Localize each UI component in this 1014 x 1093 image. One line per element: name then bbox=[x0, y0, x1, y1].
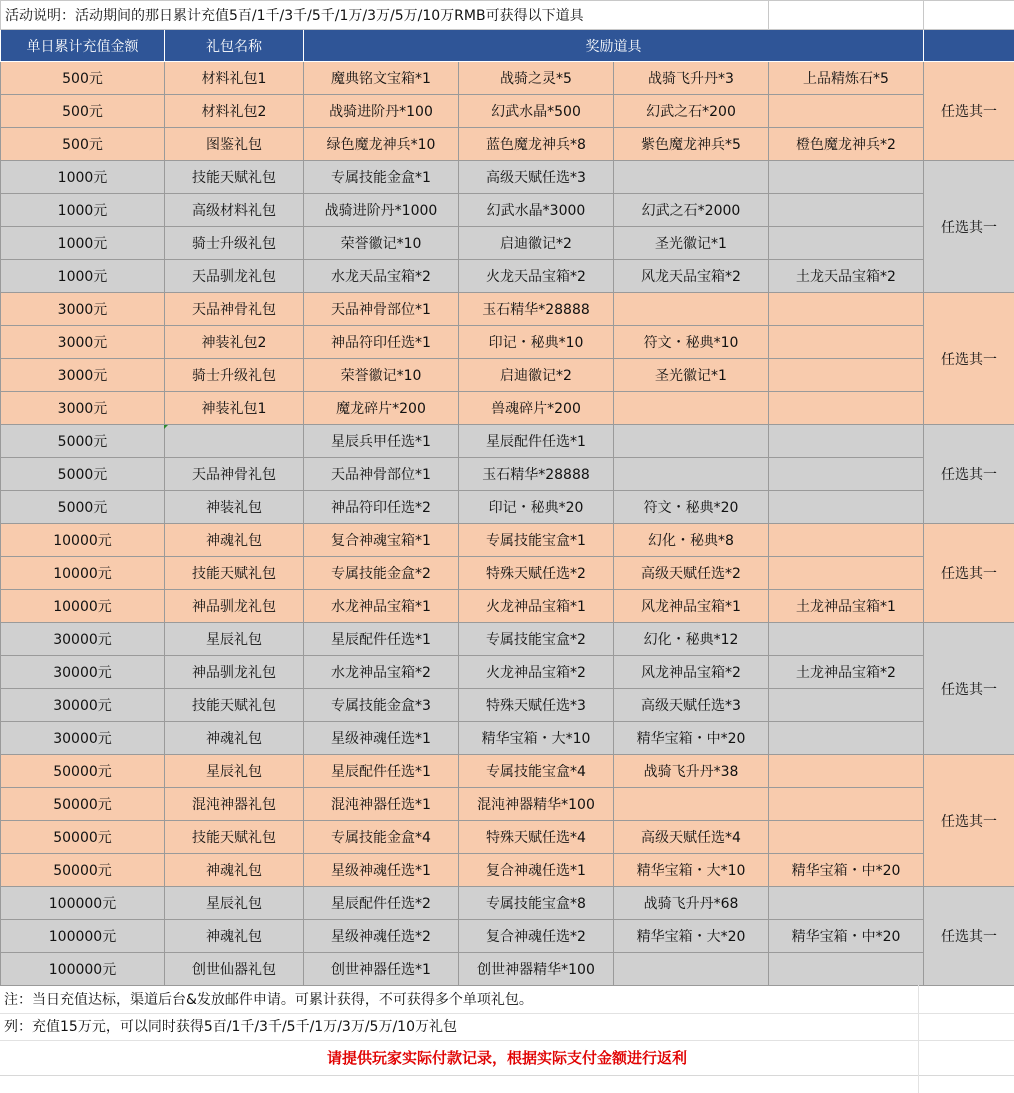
reward-item-cell[interactable]: 战骑之灵*5 bbox=[459, 62, 614, 95]
reward-item-cell[interactable]: 橙色魔龙神兵*2 bbox=[769, 128, 924, 161]
amount-cell[interactable]: 30000元 bbox=[1, 722, 165, 755]
table-row bbox=[1, 95, 1014, 128]
reward-item-cell[interactable] bbox=[614, 161, 769, 194]
package-name-cell[interactable]: 图鉴礼包 bbox=[165, 128, 304, 161]
table-row bbox=[1, 821, 1014, 854]
reward-item-cell[interactable] bbox=[769, 227, 924, 260]
package-name-cell[interactable]: 神品驯龙礼包 bbox=[165, 590, 304, 623]
reward-item-cell[interactable]: 魔典铭文宝箱*1 bbox=[304, 62, 459, 95]
reward-item-cell[interactable]: 精华宝箱・大*10 bbox=[459, 722, 614, 755]
table-row bbox=[1, 722, 1014, 755]
empty-cell[interactable] bbox=[924, 1, 1014, 30]
package-name-cell[interactable]: 天品神骨礼包 bbox=[165, 458, 304, 491]
reward-item-cell[interactable]: 星级神魂任选*2 bbox=[304, 920, 459, 953]
header-package[interactable]: 礼包名称 bbox=[165, 30, 304, 62]
amount-cell[interactable]: 1000元 bbox=[1, 161, 165, 194]
amount-cell[interactable]: 1000元 bbox=[1, 260, 165, 293]
reward-item-cell[interactable]: 战骑进阶丹*100 bbox=[304, 95, 459, 128]
reward-item-cell[interactable]: 特殊天赋任选*2 bbox=[459, 557, 614, 590]
amount-cell[interactable]: 3000元 bbox=[1, 326, 165, 359]
reward-item-cell[interactable]: 战骑飞升丹*3 bbox=[614, 62, 769, 95]
reward-item-cell[interactable]: 战骑飞升丹*68 bbox=[614, 887, 769, 920]
reward-item-cell[interactable] bbox=[769, 524, 924, 557]
reward-item-cell[interactable]: 创世神器精华*100 bbox=[459, 953, 614, 986]
package-name-cell[interactable]: 技能天赋礼包 bbox=[165, 161, 304, 194]
reward-item-cell[interactable]: 战骑进阶丹*1000 bbox=[304, 194, 459, 227]
reward-item-cell[interactable]: 幻化・秘典*8 bbox=[614, 524, 769, 557]
choose-one-cell[interactable]: 任选其一 bbox=[924, 524, 1014, 623]
choose-one-cell[interactable]: 任选其一 bbox=[924, 887, 1014, 986]
package-name-cell[interactable]: 星辰礼包 bbox=[165, 755, 304, 788]
table-row bbox=[1, 623, 1014, 656]
reward-item-cell[interactable] bbox=[769, 821, 924, 854]
reward-item-cell[interactable]: 火龙神品宝箱*2 bbox=[459, 656, 614, 689]
reward-item-cell[interactable] bbox=[769, 95, 924, 128]
table-row bbox=[1, 260, 1014, 293]
reward-item-cell[interactable]: 兽魂碎片*200 bbox=[459, 392, 614, 425]
amount-cell[interactable]: 500元 bbox=[1, 62, 165, 95]
notes-area bbox=[0, 985, 1014, 1093]
amount-cell[interactable]: 50000元 bbox=[1, 788, 165, 821]
package-name-cell[interactable]: 创世仙器礼包 bbox=[165, 953, 304, 986]
reward-item-cell[interactable]: 土龙神品宝箱*1 bbox=[769, 590, 924, 623]
choose-one-cell[interactable]: 任选其一 bbox=[924, 293, 1014, 425]
reward-item-cell[interactable]: 绿色魔龙神兵*10 bbox=[304, 128, 459, 161]
table-row bbox=[1, 425, 1014, 458]
reward-item-cell[interactable] bbox=[769, 293, 924, 326]
table-row bbox=[1, 920, 1014, 953]
amount-cell[interactable]: 5000元 bbox=[1, 491, 165, 524]
reward-item-cell[interactable] bbox=[614, 425, 769, 458]
reward-item-cell[interactable]: 专属技能金盒*3 bbox=[304, 689, 459, 722]
reward-item-cell[interactable]: 荣誉徽记*10 bbox=[304, 359, 459, 392]
table-row bbox=[1, 392, 1014, 425]
reward-item-cell[interactable]: 高级天赋任选*3 bbox=[459, 161, 614, 194]
amount-cell[interactable]: 5000元 bbox=[1, 425, 165, 458]
reward-item-cell[interactable]: 高级天赋任选*2 bbox=[614, 557, 769, 590]
reward-item-cell[interactable]: 星辰配件任选*1 bbox=[459, 425, 614, 458]
reward-item-cell[interactable]: 幻武之石*2000 bbox=[614, 194, 769, 227]
reward-item-cell[interactable]: 专属技能宝盒*4 bbox=[459, 755, 614, 788]
package-name-cell[interactable]: 神装礼包2 bbox=[165, 326, 304, 359]
table-row bbox=[1, 326, 1014, 359]
reward-item-cell[interactable] bbox=[769, 326, 924, 359]
reward-item-cell[interactable]: 火龙神品宝箱*1 bbox=[459, 590, 614, 623]
reward-item-cell[interactable]: 荣誉徽记*10 bbox=[304, 227, 459, 260]
reward-item-cell[interactable]: 水龙天品宝箱*2 bbox=[304, 260, 459, 293]
amount-cell[interactable]: 10000元 bbox=[1, 557, 165, 590]
reward-item-cell[interactable]: 玉石精华*28888 bbox=[459, 458, 614, 491]
reward-item-cell[interactable]: 水龙神品宝箱*1 bbox=[304, 590, 459, 623]
reward-item-cell[interactable] bbox=[769, 392, 924, 425]
package-name-cell[interactable]: 技能天赋礼包 bbox=[165, 821, 304, 854]
gridline bbox=[918, 985, 919, 1093]
package-name-cell[interactable]: 天品驯龙礼包 bbox=[165, 260, 304, 293]
reward-item-cell[interactable]: 星辰配件任选*2 bbox=[304, 887, 459, 920]
reward-item-cell[interactable]: 天品神骨部位*1 bbox=[304, 293, 459, 326]
reward-item-cell[interactable]: 特殊天赋任选*3 bbox=[459, 689, 614, 722]
amount-cell[interactable]: 30000元 bbox=[1, 656, 165, 689]
reward-item-cell[interactable]: 专属技能金盒*2 bbox=[304, 557, 459, 590]
reward-item-cell[interactable] bbox=[614, 293, 769, 326]
comment-marker-icon bbox=[164, 425, 168, 429]
reward-item-cell[interactable]: 神品符印任选*2 bbox=[304, 491, 459, 524]
package-name-cell[interactable]: 神魂礼包 bbox=[165, 920, 304, 953]
reward-item-cell[interactable] bbox=[769, 953, 924, 986]
reward-item-cell[interactable]: 星辰配件任选*1 bbox=[304, 623, 459, 656]
reward-item-cell[interactable] bbox=[769, 689, 924, 722]
reward-item-cell[interactable]: 魔龙碎片*200 bbox=[304, 392, 459, 425]
amount-cell[interactable]: 100000元 bbox=[1, 953, 165, 986]
reward-item-cell[interactable]: 风龙天品宝箱*2 bbox=[614, 260, 769, 293]
reward-item-cell[interactable]: 土龙天品宝箱*2 bbox=[769, 260, 924, 293]
package-name-cell[interactable]: 骑士升级礼包 bbox=[165, 227, 304, 260]
reward-item-cell[interactable] bbox=[769, 458, 924, 491]
amount-cell[interactable]: 100000元 bbox=[1, 920, 165, 953]
table-row bbox=[1, 689, 1014, 722]
reward-item-cell[interactable]: 蓝色魔龙神兵*8 bbox=[459, 128, 614, 161]
table-row bbox=[1, 755, 1014, 788]
reward-item-cell[interactable]: 精华宝箱・大*10 bbox=[614, 854, 769, 887]
reward-item-cell[interactable] bbox=[769, 557, 924, 590]
note-refund-warning[interactable]: 请提供玩家实际付款记录，根据实际支付金额进行返利 bbox=[0, 1041, 1014, 1076]
package-name-cell[interactable]: 天品神骨礼包 bbox=[165, 293, 304, 326]
package-name-cell[interactable]: 技能天赋礼包 bbox=[165, 689, 304, 722]
reward-item-cell[interactable]: 混沌神器任选*1 bbox=[304, 788, 459, 821]
table-row bbox=[1, 194, 1014, 227]
table-row bbox=[1, 854, 1014, 887]
choose-one-cell[interactable]: 任选其一 bbox=[924, 62, 1014, 161]
reward-item-cell[interactable]: 创世神器任选*1 bbox=[304, 953, 459, 986]
amount-cell[interactable]: 50000元 bbox=[1, 755, 165, 788]
table-row bbox=[1, 788, 1014, 821]
reward-item-cell[interactable]: 复合神魂任选*2 bbox=[459, 920, 614, 953]
table-row bbox=[1, 887, 1014, 920]
package-name-cell[interactable]: 神魂礼包 bbox=[165, 854, 304, 887]
reward-item-cell[interactable] bbox=[614, 392, 769, 425]
amount-cell[interactable]: 1000元 bbox=[1, 227, 165, 260]
amount-cell[interactable]: 3000元 bbox=[1, 392, 165, 425]
package-name-cell[interactable]: 神品驯龙礼包 bbox=[165, 656, 304, 689]
package-name-cell[interactable]: 神魂礼包 bbox=[165, 524, 304, 557]
choose-one-cell[interactable]: 任选其一 bbox=[924, 161, 1014, 293]
amount-cell[interactable]: 30000元 bbox=[1, 623, 165, 656]
package-name-cell[interactable]: 骑士升级礼包 bbox=[165, 359, 304, 392]
reward-item-cell[interactable]: 精华宝箱・中*20 bbox=[614, 722, 769, 755]
amount-cell[interactable]: 10000元 bbox=[1, 590, 165, 623]
empty-cell[interactable] bbox=[769, 1, 924, 30]
amount-cell[interactable]: 10000元 bbox=[1, 524, 165, 557]
reward-item-cell[interactable]: 启迪徽记*2 bbox=[459, 227, 614, 260]
reward-item-cell[interactable]: 复合神魂任选*1 bbox=[459, 854, 614, 887]
table-row bbox=[1, 458, 1014, 491]
reward-item-cell[interactable]: 上品精炼石*5 bbox=[769, 62, 924, 95]
amount-cell[interactable]: 500元 bbox=[1, 128, 165, 161]
table-row bbox=[1, 293, 1014, 326]
reward-item-cell[interactable]: 混沌神器精华*100 bbox=[459, 788, 614, 821]
reward-item-cell[interactable]: 复合神魂宝箱*1 bbox=[304, 524, 459, 557]
table-row bbox=[1, 590, 1014, 623]
reward-item-cell[interactable]: 战骑飞升丹*38 bbox=[614, 755, 769, 788]
reward-item-cell[interactable]: 幻化・秘典*12 bbox=[614, 623, 769, 656]
reward-item-cell[interactable] bbox=[769, 161, 924, 194]
amount-cell[interactable]: 1000元 bbox=[1, 194, 165, 227]
choose-one-cell[interactable]: 任选其一 bbox=[924, 623, 1014, 755]
reward-item-cell[interactable] bbox=[769, 491, 924, 524]
activity-description[interactable]: 活动说明：活动期间的那日累计充值5百/1千/3千/5千/1万/3万/5万/10万RMB可获得以下道具 bbox=[1, 1, 769, 30]
header-row bbox=[1, 30, 1014, 62]
reward-item-cell[interactable]: 特殊天赋任选*4 bbox=[459, 821, 614, 854]
reward-item-cell[interactable]: 印记・秘典*10 bbox=[459, 326, 614, 359]
reward-item-cell[interactable]: 专属技能金盒*1 bbox=[304, 161, 459, 194]
header-amount[interactable]: 单日累计充值金额 bbox=[1, 30, 165, 62]
package-name-cell[interactable]: 混沌神器礼包 bbox=[165, 788, 304, 821]
reward-item-cell[interactable]: 专属技能宝盒*1 bbox=[459, 524, 614, 557]
note-example[interactable]: 列：充值15万元，可以同时获得5百/1千/3千/5千/1万/3万/5万/10万礼包 bbox=[0, 1014, 1014, 1041]
reward-item-cell[interactable]: 星辰兵甲任选*1 bbox=[304, 425, 459, 458]
reward-item-cell[interactable]: 印记・秘典*20 bbox=[459, 491, 614, 524]
reward-item-cell[interactable]: 精华宝箱・中*20 bbox=[769, 920, 924, 953]
reward-item-cell[interactable] bbox=[769, 755, 924, 788]
package-name-cell[interactable] bbox=[165, 425, 304, 458]
reward-item-cell[interactable]: 高级天赋任选*4 bbox=[614, 821, 769, 854]
amount-cell[interactable]: 50000元 bbox=[1, 821, 165, 854]
reward-item-cell[interactable]: 幻武水晶*3000 bbox=[459, 194, 614, 227]
reward-item-cell[interactable]: 水龙神品宝箱*2 bbox=[304, 656, 459, 689]
choose-one-cell[interactable]: 任选其一 bbox=[924, 425, 1014, 524]
reward-item-cell[interactable] bbox=[769, 722, 924, 755]
package-name-cell[interactable]: 神装礼包1 bbox=[165, 392, 304, 425]
header-empty[interactable] bbox=[924, 30, 1014, 62]
reward-item-cell[interactable]: 玉石精华*28888 bbox=[459, 293, 614, 326]
reward-item-cell[interactable] bbox=[614, 953, 769, 986]
title-row bbox=[1, 1, 1014, 30]
package-name-cell[interactable]: 星辰礼包 bbox=[165, 887, 304, 920]
table-row bbox=[1, 359, 1014, 392]
reward-item-cell[interactable]: 神品符印任选*1 bbox=[304, 326, 459, 359]
amount-cell[interactable]: 5000元 bbox=[1, 458, 165, 491]
package-name-cell[interactable]: 材料礼包2 bbox=[165, 95, 304, 128]
reward-item-cell[interactable]: 火龙天品宝箱*2 bbox=[459, 260, 614, 293]
package-name-cell[interactable]: 神魂礼包 bbox=[165, 722, 304, 755]
reward-item-cell[interactable]: 启迪徽记*2 bbox=[459, 359, 614, 392]
reward-item-cell[interactable]: 精华宝箱・大*20 bbox=[614, 920, 769, 953]
reward-item-cell[interactable] bbox=[769, 425, 924, 458]
table-row bbox=[1, 953, 1014, 986]
table-row bbox=[1, 524, 1014, 557]
amount-cell[interactable]: 50000元 bbox=[1, 854, 165, 887]
package-name-cell[interactable]: 材料礼包1 bbox=[165, 62, 304, 95]
table-row bbox=[1, 557, 1014, 590]
amount-cell[interactable]: 3000元 bbox=[1, 293, 165, 326]
package-name-cell[interactable]: 技能天赋礼包 bbox=[165, 557, 304, 590]
reward-item-cell[interactable]: 紫色魔龙神兵*5 bbox=[614, 128, 769, 161]
reward-item-cell[interactable]: 高级天赋任选*3 bbox=[614, 689, 769, 722]
amount-cell[interactable]: 100000元 bbox=[1, 887, 165, 920]
reward-item-cell[interactable]: 幻武水晶*500 bbox=[459, 95, 614, 128]
reward-item-cell[interactable]: 专属技能金盒*4 bbox=[304, 821, 459, 854]
reward-item-cell[interactable]: 圣光徽记*1 bbox=[614, 359, 769, 392]
package-name-cell[interactable]: 星辰礼包 bbox=[165, 623, 304, 656]
reward-item-cell[interactable] bbox=[769, 887, 924, 920]
table-row bbox=[1, 62, 1014, 95]
reward-item-cell[interactable]: 专属技能宝盒*8 bbox=[459, 887, 614, 920]
reward-item-cell[interactable]: 圣光徽记*1 bbox=[614, 227, 769, 260]
table-row bbox=[1, 227, 1014, 260]
table-row bbox=[1, 656, 1014, 689]
reward-item-cell[interactable] bbox=[614, 788, 769, 821]
reward-item-cell[interactable]: 符文・秘典*10 bbox=[614, 326, 769, 359]
amount-cell[interactable]: 3000元 bbox=[1, 359, 165, 392]
reward-item-cell[interactable]: 幻武之石*200 bbox=[614, 95, 769, 128]
reward-item-cell[interactable]: 专属技能宝盒*2 bbox=[459, 623, 614, 656]
table-row bbox=[1, 491, 1014, 524]
reward-item-cell[interactable]: 星级神魂任选*1 bbox=[304, 854, 459, 887]
reward-item-cell[interactable]: 风龙神品宝箱*1 bbox=[614, 590, 769, 623]
reward-item-cell[interactable] bbox=[769, 623, 924, 656]
reward-item-cell[interactable]: 土龙神品宝箱*2 bbox=[769, 656, 924, 689]
reward-item-cell[interactable]: 星辰配件任选*1 bbox=[304, 755, 459, 788]
reward-item-cell[interactable] bbox=[769, 194, 924, 227]
reward-item-cell[interactable]: 精华宝箱・中*20 bbox=[769, 854, 924, 887]
reward-item-cell[interactable]: 风龙神品宝箱*2 bbox=[614, 656, 769, 689]
amount-cell[interactable]: 500元 bbox=[1, 95, 165, 128]
reward-item-cell[interactable]: 星级神魂任选*1 bbox=[304, 722, 459, 755]
reward-item-cell[interactable]: 天品神骨部位*1 bbox=[304, 458, 459, 491]
note-rule[interactable]: 注：当日充值达标，渠道后台&发放邮件申请。可累计获得，不可获得多个单项礼包。 bbox=[0, 987, 1014, 1014]
reward-item-cell[interactable]: 符文・秘典*20 bbox=[614, 491, 769, 524]
package-name-cell[interactable]: 高级材料礼包 bbox=[165, 194, 304, 227]
package-name-cell[interactable]: 神装礼包 bbox=[165, 491, 304, 524]
reward-item-cell[interactable] bbox=[769, 788, 924, 821]
table-row bbox=[1, 128, 1014, 161]
amount-cell[interactable]: 30000元 bbox=[1, 689, 165, 722]
choose-one-cell[interactable]: 任选其一 bbox=[924, 755, 1014, 887]
table-row bbox=[1, 161, 1014, 194]
reward-item-cell[interactable] bbox=[614, 458, 769, 491]
header-rewards[interactable]: 奖励道具 bbox=[304, 30, 924, 62]
reward-item-cell[interactable] bbox=[769, 359, 924, 392]
